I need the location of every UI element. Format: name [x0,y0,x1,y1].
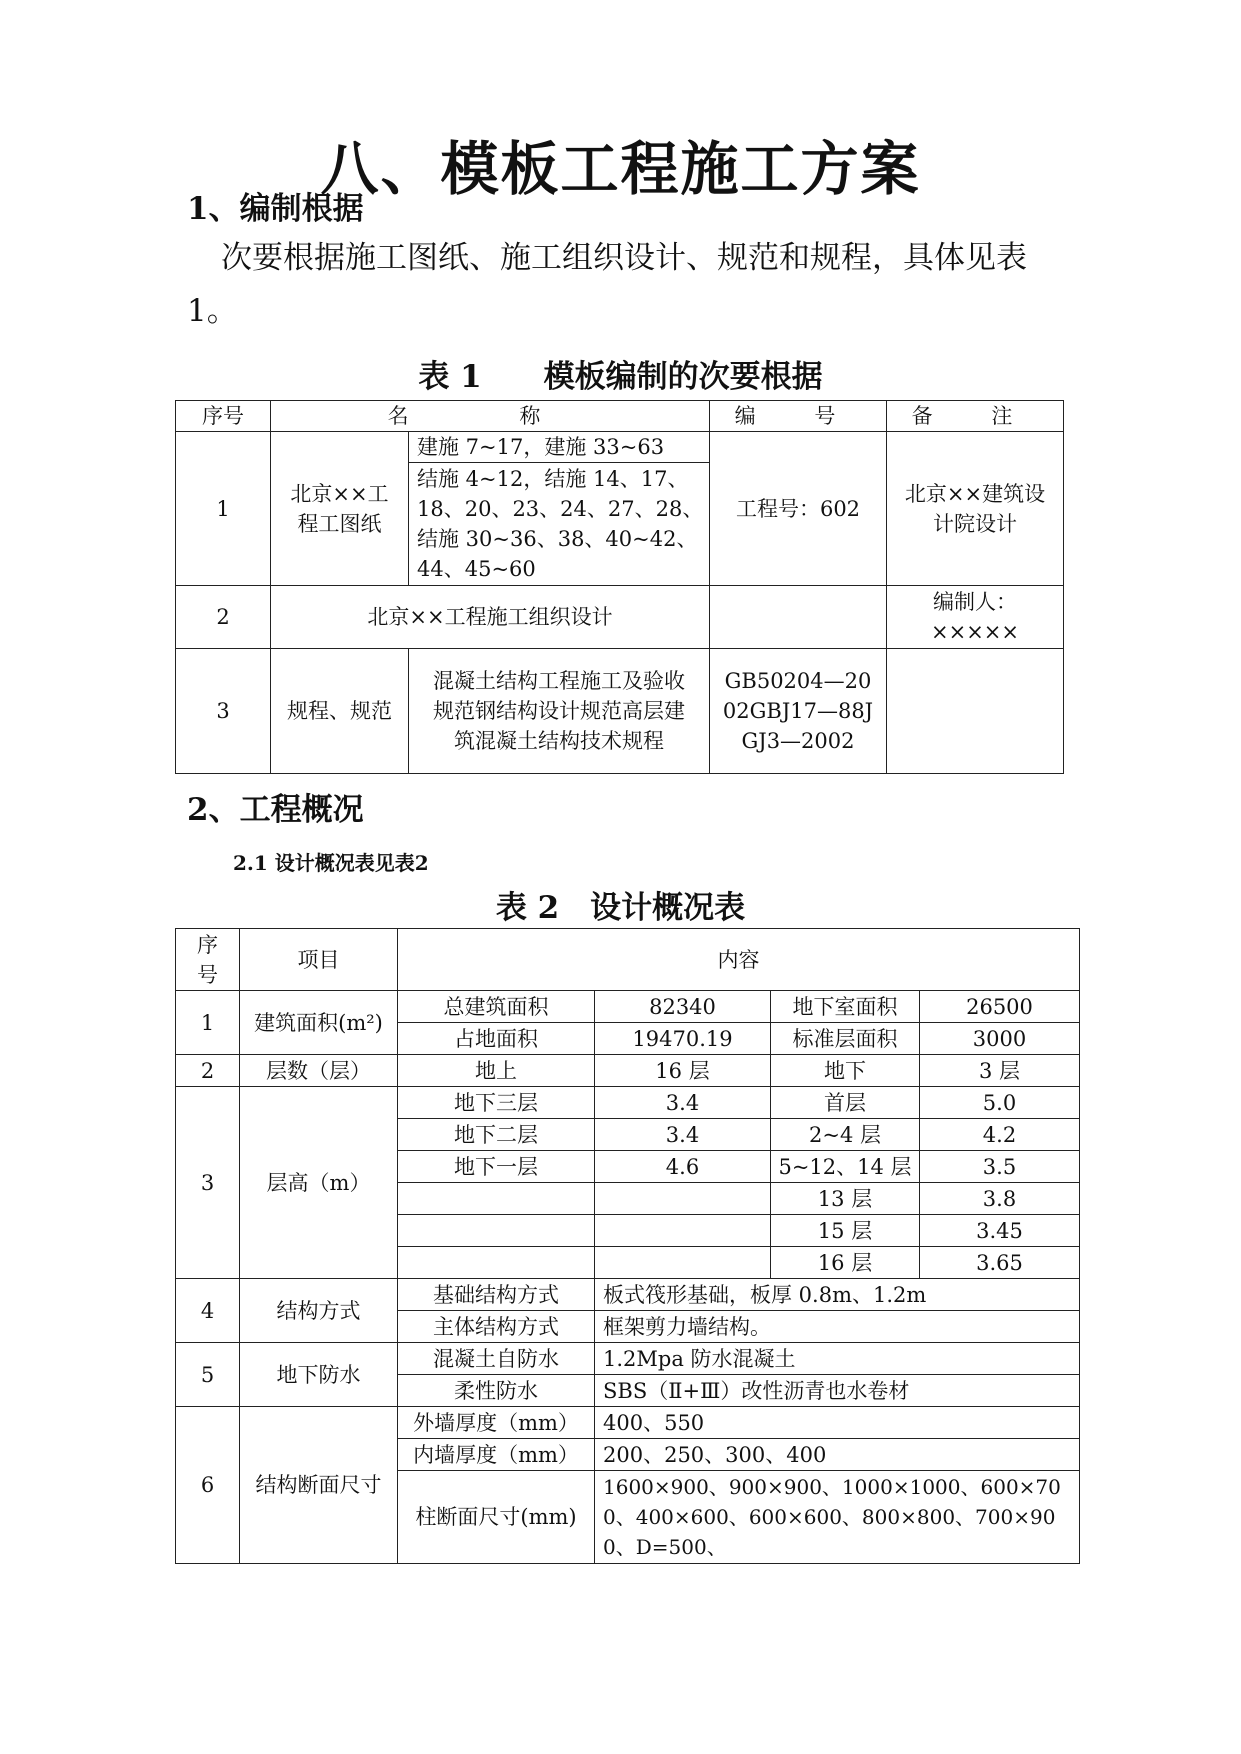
table-1-header-row [176,401,1064,432]
table-2-cell: 16 层 [595,1055,771,1087]
table-2-cell: 外墙厚度（mm） [398,1407,595,1439]
table-2-cell: 200、250、300、400 [595,1439,1080,1471]
table-2-cell: 地下三层 [398,1087,595,1119]
table-1 [175,400,1064,774]
table-2-cell: 板式筏形基础，板厚 0.8m、1.2m [595,1279,1080,1311]
table-2-cell: 3000 [920,1023,1080,1055]
table-row [176,649,1064,774]
table-2-cell: 内墙厚度（mm） [398,1439,595,1471]
table-2 [175,928,1080,1564]
table-2-header-item: 项目 [240,929,398,991]
table-2-cell: 3.65 [920,1247,1080,1279]
table-1-cell-code: GB50204—2002GBJ17—88JGJ3—2002 [710,649,887,774]
section-1-heading: 1、编制根据 [187,191,364,227]
table-1-header-remark-text: 备 注 [911,404,1039,428]
table-2-cell-no: 5 [176,1343,240,1407]
table-row [176,991,1080,1023]
table-2-cell-item: 建筑面积(m²) [240,991,398,1055]
table-2-cell [595,1247,771,1279]
table-2-cell: 地下 [771,1055,920,1087]
page-title: 八、模板工程施工方案 [320,135,921,203]
table-1-cell-name: 规程、规范 [271,649,409,774]
table-2-cell: 16 层 [771,1247,920,1279]
table-1-cell-code: 工程号：602 [710,432,887,586]
table-2-cell-no: 6 [176,1407,240,1564]
table-1-header-no: 序号 [176,401,271,432]
table-2-cell-no: 3 [176,1087,240,1279]
table-2-cell: 3.4 [595,1087,771,1119]
table-2-cell: 13 层 [771,1183,920,1215]
table-2-cell: 基础结构方式 [398,1279,595,1311]
table-2-cell: 占地面积 [398,1023,595,1055]
table-2-header-no: 序号 [176,929,240,991]
table-2-caption: 表 2 设计概况表 [495,890,746,926]
table-2-cell-item: 地下防水 [240,1343,398,1407]
table-1-caption: 表 1 模板编制的次要根据 [418,359,823,395]
table-2-cell: 柱断面尺寸(mm) [398,1471,595,1564]
table-2-cell: 3.4 [595,1119,771,1151]
table-2-cell: SBS（Ⅱ+Ⅲ）改性沥青也水卷材 [595,1375,1080,1407]
table-2-cell: 5~12、14 层 [771,1151,920,1183]
section-1-paragraph-line1: 次要根据施工图纸、施工组织设计、规范和规程，具体见表 [221,240,1027,276]
table-1-cell-code [710,586,887,649]
table-2-cell-no: 4 [176,1279,240,1343]
table-2-cell: 总建筑面积 [398,991,595,1023]
table-2-header-row [176,929,1080,991]
table-1-header-code [710,401,887,432]
table-2-cell: 1.2Mpa 防水混凝土 [595,1343,1080,1375]
table-2-cell-no: 2 [176,1055,240,1087]
section-2-heading: 2、工程概况 [187,792,364,828]
table-2-cell: 柔性防水 [398,1375,595,1407]
table-1-cell-name: 北京××工程施工组织设计 [271,586,710,649]
table-2-cell: 1600×900、900×900、1000×1000、600×700、400×600、600×600、800×800、700×900、D=500、 [595,1471,1080,1564]
table-2-cell: 地下二层 [398,1119,595,1151]
table-2-cell: 标准层面积 [771,1023,920,1055]
table-2-cell-item: 结构断面尺寸 [240,1407,398,1564]
table-1-cell-no: 2 [176,586,271,649]
table-2-cell: 4.2 [920,1119,1080,1151]
table-2-cell: 2~4 层 [771,1119,920,1151]
table-row [176,586,1064,649]
table-2-cell-item: 层高（m） [240,1087,398,1279]
section-1-paragraph-line2: 1。 [187,293,238,329]
table-2-header-content: 内容 [398,929,1080,991]
table-2-cell: 400、550 [595,1407,1080,1439]
table-1-cell-remark: 北京××建筑设计院设计 [887,432,1064,586]
table-2-cell [398,1183,595,1215]
table-2-cell: 3.45 [920,1215,1080,1247]
table-row [176,1279,1080,1311]
table-1-cell-detail: 结施 4~12，结施 14、17、18、20、23、24、27、28、结施 30~36、38、40~42、44、45~60 [409,463,710,586]
table-1-header-name [271,401,710,432]
table-2-cell: 4.6 [595,1151,771,1183]
table-row [176,1087,1080,1119]
table-1-cell-detail: 建施 7~17，建施 33~63 [409,432,710,463]
table-1-header-name-text: 名 称 [387,404,593,428]
table-2-cell: 3.5 [920,1151,1080,1183]
table-2-cell: 3.8 [920,1183,1080,1215]
table-2-cell-no: 1 [176,991,240,1055]
table-row [176,1055,1080,1087]
table-2-cell: 19470.19 [595,1023,771,1055]
table-2-cell [595,1215,771,1247]
table-2-cell-item: 层数（层） [240,1055,398,1087]
table-1-cell-no: 1 [176,432,271,586]
table-2-cell-item: 结构方式 [240,1279,398,1343]
table-2-cell: 地上 [398,1055,595,1087]
table-2-cell: 首层 [771,1087,920,1119]
table-1-cell-remark: 编制人：××××× [887,586,1064,649]
table-row [176,432,1064,463]
section-2-1-heading: 2.1 设计概况表见表2 [233,851,429,875]
table-2-cell [398,1215,595,1247]
table-2-cell: 地下室面积 [771,991,920,1023]
table-2-cell: 82340 [595,991,771,1023]
table-1-cell-no: 3 [176,649,271,774]
table-2-cell [595,1183,771,1215]
table-2-cell: 混凝土自防水 [398,1343,595,1375]
table-row [176,1343,1080,1375]
table-1-cell-name: 北京××工程工图纸 [271,432,409,586]
table-row [176,1407,1080,1439]
table-2-cell: 主体结构方式 [398,1311,595,1343]
table-1-cell-remark [887,649,1064,774]
table-2-cell: 15 层 [771,1215,920,1247]
table-2-cell: 框架剪力墙结构。 [595,1311,1080,1343]
table-2-cell: 3 层 [920,1055,1080,1087]
table-2-cell: 5.0 [920,1087,1080,1119]
table-2-cell: 地下一层 [398,1151,595,1183]
table-1-cell-detail: 混凝土结构工程施工及验收规范钢结构设计规范高层建筑混凝土结构技术规程 [409,649,710,774]
table-1-header-code-text: 编 号 [734,404,862,428]
table-2-cell: 26500 [920,991,1080,1023]
table-1-header-remark [887,401,1064,432]
table-2-cell [398,1247,595,1279]
